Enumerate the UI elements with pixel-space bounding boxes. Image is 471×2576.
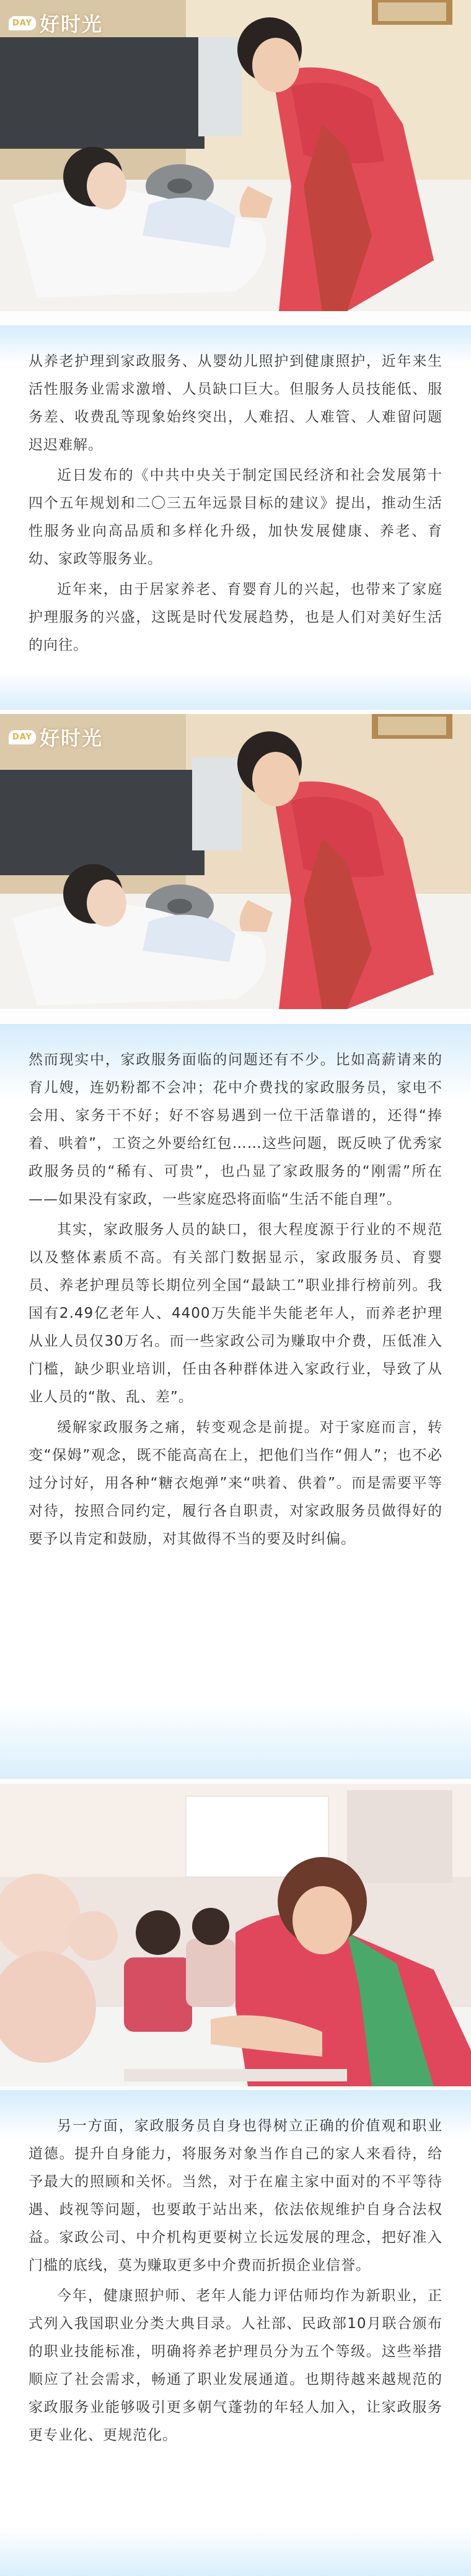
brand-logo	[9, 9, 103, 37]
text-section-2	[0, 1024, 471, 1779]
brand-logo	[9, 723, 103, 751]
paragraph: 另一方面，家政服务员自身也得树立正确的价值观和职业道德。提升自身能力，将服务对象当作自己的家人来看待，给予最大的照顾和关怀。当然，对于在雇主家中面对的不平等待遇、歧视等问题，也要敢于站出来，依法依规维护自身合法权益。家政公司、中介机构更要树立长远发展的理念，把好准入门槛的底线，莫为赚取更多中介费而折损企业信誉。	[29, 2118, 442, 2274]
caregiver-photo-2	[0, 714, 471, 1009]
paragraph: 其实，家政服务人员的缺口，很大程度源于行业的不规范以及整体素质不高。有关部门数据显示，家政服务员、育婴员、养老护理员等长期位列全国“最缺工”职业排行榜前列。我国有2.49亿老年人、4400万失能半失能老年人，而养老护理从业人员仅30万名。而一些家政公司为赚取中介费，压低准入门槛，缺少职业培训，任由各种群体进入家政行业，导致了从业人员的“散、乱、差”。	[29, 1222, 442, 1405]
paragraph: 近日发布的《中共中央关于制定国民经济和社会发展第十四个五年规划和二〇三五年远景目标的建议》提出，推动生活性服务业向高品质和多样化升级，加快发展健康、养老、育幼、家政等服务业。	[29, 467, 442, 567]
caregiver-illustration-2	[0, 714, 471, 1009]
text-section-1	[0, 325, 471, 710]
childcare-training-photo	[0, 1784, 471, 2086]
paragraph: 近年来，由于居家养老、育婴育儿的兴起，也带来了家庭护理服务的兴盛，这既是时代发展趋势，也是人们对美好生活的向往。	[29, 581, 442, 653]
paragraph: 从养老护理到家政服务、从婴幼儿照护到健康照护，近年来生活性服务业需求激增、人员缺口巨大。但服务人员技能低、服务差、收费乱等现象始终突出，人难招、人难管、人难留问题迟迟难解。	[29, 353, 442, 453]
logo-badge: DAY	[9, 730, 36, 744]
logo-name: 好时光	[40, 726, 103, 750]
paragraph: 缓解家政服务之痛，转变观念是前提。对于家庭而言，转变“保姆”观念，既不能高高在上，把他们当作“佣人”；也不必过分讨好，用各种“糖衣炮弹”来“哄着、供着”。而是需要平等对待，按照合同约定，履行各自职责，对家政服务员做得好的要予以肯定和鼓励，对其做得不当的要及时纠偏。	[29, 1419, 442, 1547]
text-section-3	[0, 2090, 471, 2576]
logo-badge: DAY	[9, 16, 36, 30]
logo-name: 好时光	[40, 12, 103, 36]
caregiver-photo-1	[0, 0, 471, 311]
childcare-illustration	[0, 1784, 471, 2086]
paragraph: 然而现实中，家政服务面临的问题还有不少。比如高薪请来的育儿嫂，连奶粉都不会冲；花中介费找的家政服务员，家电不会用、家务干不好；好不容易遇到一位干活靠谱的，还得“捧着、哄着”，工资之外要给红包……这些问题，既反映了优秀家政服务员的“稀有、可贵”，也凸显了家政服务的“刚需”所在——如果没有家政，一些家庭恐将面临“生活不能自理”。	[29, 1052, 442, 1207]
paragraph: 今年，健康照护师、老年人能力评估师均作为新职业，正式列入我国职业分类大典目录。人社部、民政部10月联合颁布的职业技能标准，明确将养老护理员分为五个等级。这些举措顺应了社会需求，畅通了职业发展通道。也期待越来越规范的家政服务业能够吸引更多朝气蓬勃的年轻人加入，让家政服务更专业化、更规范化。	[29, 2288, 442, 2443]
caregiver-illustration-1	[0, 0, 471, 311]
